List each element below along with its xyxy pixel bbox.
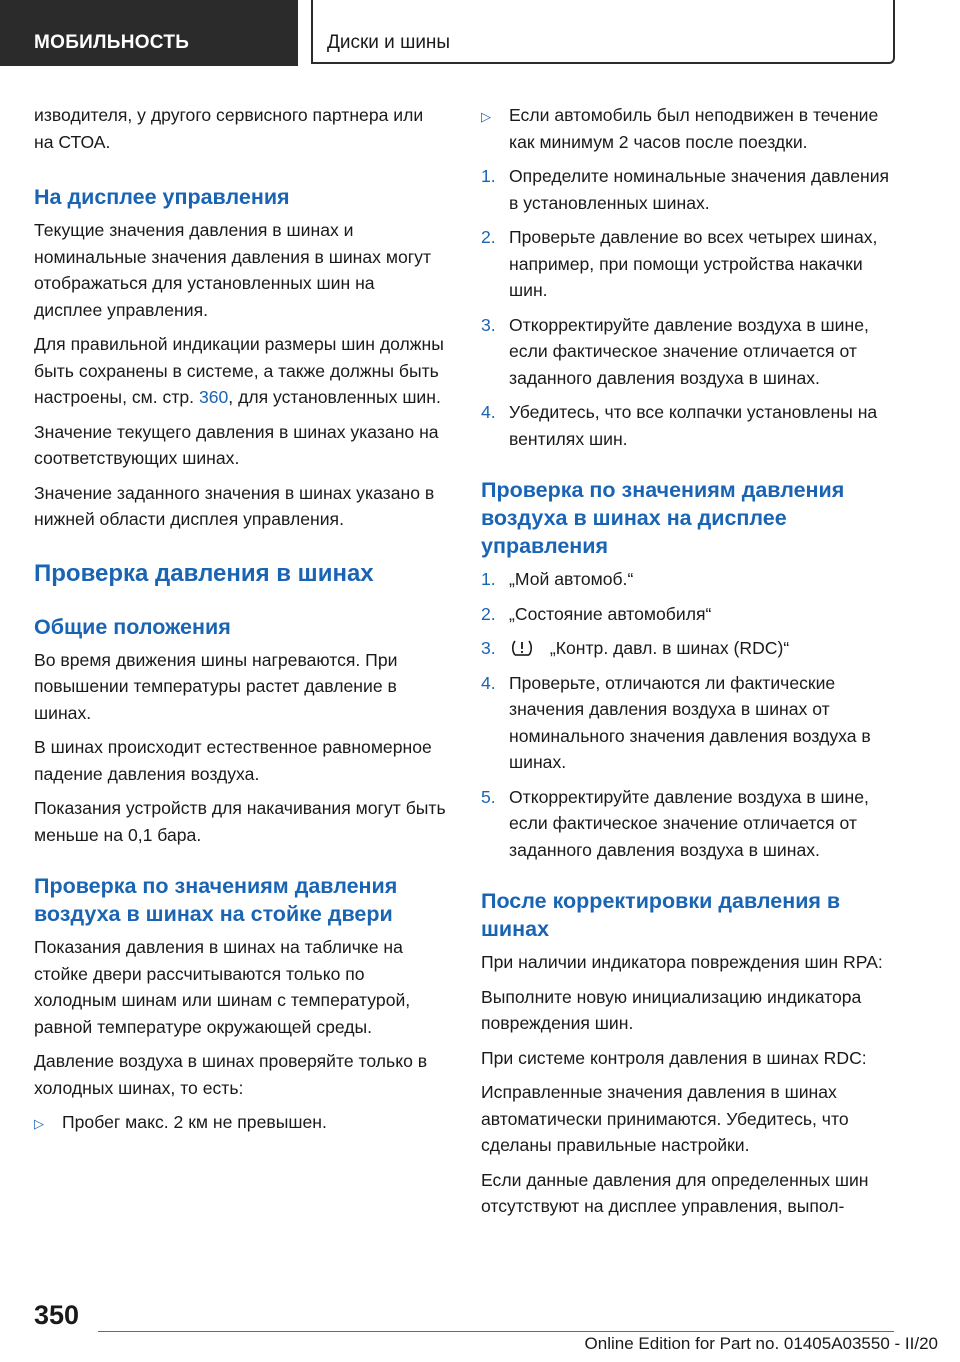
step-number: 5. (481, 786, 496, 807)
step-item: 4. Убедитесь, что все колпачки установлены на вентилях шин. (481, 399, 893, 452)
step-number: 4. (481, 402, 496, 422)
step-item: 2. Проверьте давление во всех четырех шинах, например, при помощи устройства накачки шин. (481, 224, 893, 304)
page-link-360[interactable]: 360 (198, 387, 229, 407)
page-number: 350 (34, 1300, 80, 1330)
display-heading: На дисплее управления (34, 185, 290, 209)
after-paragraph-3: При системе контроля давления в шинах RDC: (481, 1047, 867, 1068)
step-number: 3. (481, 314, 496, 335)
intro-paragraph: изводителя, у другого сервисного партнера или на СТОА. (34, 105, 424, 152)
display-check-heading: Проверка по значениям давления воздуха в шинах на дисплее управления (481, 478, 845, 558)
display-paragraph-3: Значение текущего давления в шинах указано на соответствующих шинах. (34, 421, 439, 468)
display-paragraph-2: Для правильной индикации размеры шин должны быть сохранены в системе, а также должны быть настроены, см. стр. 360, для установленных шин. (34, 334, 444, 407)
step-item: 3. Откорректируйте давление воздуха в шине, если фактическое значение отличается от заданного давления воздуха в шинах. (481, 312, 893, 392)
after-paragraph-4: Исправленные значения давления в шинах автоматически принимаются. Убедитесь, что сделаны правильные настройки. (481, 1082, 849, 1155)
after-heading: После корректировки давления в шинах (481, 889, 841, 941)
general-paragraph-1: Во время движения шины нагреваются. При повышении температуры растет давление в шинах. (34, 649, 398, 723)
left-column (34, 102, 446, 1144)
footer-divider (98, 1331, 894, 1332)
step-number: 1. (481, 166, 496, 186)
step-number: 2. (481, 603, 496, 624)
list-item: ▷ Если автомобиль был неподвижен в течение как минимум 2 часов после поездки. (481, 105, 879, 152)
step-number: 3. (481, 638, 496, 658)
main-heading: Проверка давления в шинах (34, 559, 374, 587)
footer-edition: Online Edition for Part no. 01405A03550 - II/20 (584, 1334, 938, 1353)
after-paragraph-2: Выполните новую инициализацию индикатора повреждения шин. (481, 986, 862, 1033)
triangle-right-icon: ▷ (34, 1116, 44, 1131)
list-item: ▷ Пробег макс. 2 км не превышен. (34, 1109, 446, 1136)
step-item: 2. „Состояние автомобиля“ (481, 601, 893, 628)
step-number: 2. (481, 227, 496, 247)
triangle-right-icon: ▷ (481, 109, 491, 124)
after-paragraph-1: При наличии индикатора повреждения шин RPA: (481, 952, 883, 972)
step-number: 1. (481, 569, 496, 589)
after-paragraph-5: Если данные давления для определенных шин отсутствуют на дисплее управления, выпол- (481, 1169, 869, 1216)
tire-pressure-warning-icon (511, 638, 533, 658)
right-column (481, 102, 893, 1228)
pillar-paragraph-1: Показания давления в шинах на табличке на стойке двери рассчитываются только по холодным шинам или шинам с температурой, равной температуре окружающей среды. (34, 937, 411, 1037)
section-tab: МОБИЛЬНОСТЬ (0, 0, 298, 66)
display-paragraph-1: Текущие значения давления в шинах и номинальные значения давления в шинах могут отображаться для установленных шин на дисплее управления. (34, 220, 432, 320)
general-heading: Общие положения (34, 614, 231, 639)
step-number: 4. (481, 672, 496, 693)
page-header (0, 0, 960, 66)
general-paragraph-3: Показания устройств для накачивания могут быть меньше на 0,1 бара. (34, 798, 446, 845)
step-item: 3. „Контр. давл. в шинах (RDC)“ (481, 635, 893, 662)
pillar-heading: Проверка по значениям давления воздуха в шинах на стойке двери (34, 874, 398, 926)
step-item: 4. Проверьте, отличаются ли фактические значения давления воздуха в шинах от номинального значения давления воздуха в шинах. (481, 670, 893, 776)
general-paragraph-2: В шинах происходит естественное равномерное падение давления воздуха. (34, 737, 432, 784)
pillar-paragraph-2: Давление воздуха в шинах проверяйте только в холодных шинах, то есть: (34, 1051, 428, 1098)
chapter-title: Диски и шины (311, 0, 895, 64)
display-paragraph-4: Значение заданного значения в шинах указано в нижней области дисплея управления. (34, 482, 435, 529)
step-item: 5. Откорректируйте давление воздуха в шине, если фактическое значение отличается от заданного давления воздуха в шинах. (481, 784, 893, 864)
step-item: 1. Определите номинальные значения давления в установленных шинах. (481, 163, 893, 216)
step-item: 1. „Мой автомоб.“ (481, 566, 893, 593)
